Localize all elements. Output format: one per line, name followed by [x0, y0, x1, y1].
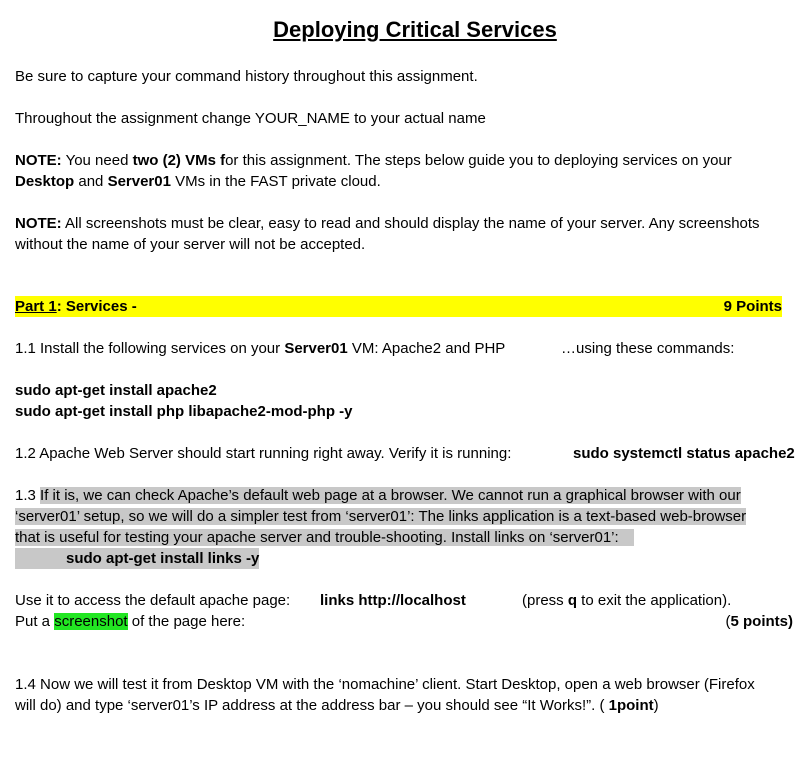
command-install-links: sudo apt-get install links -y [15, 548, 259, 569]
step-text: will do) and type ‘server01’s IP address at the address bar – you should see “It Works!”. ( [15, 697, 609, 714]
command-systemctl-status: sudo systemctl status apache2 [573, 445, 795, 462]
step-number: 1.3 [15, 487, 41, 504]
screenshot-points [726, 611, 794, 632]
points-value: 5 points) [730, 613, 793, 630]
command-links-localhost: links http://localhost [320, 592, 466, 609]
intro-line-1: Be sure to capture your command history throughout this assignment. [15, 68, 478, 85]
step-1-3-line-3 [15, 527, 634, 548]
step-1-3-line-4 [15, 548, 259, 569]
part-1-label [15, 296, 137, 317]
command-install-apache2: sudo apt-get install apache2 [15, 382, 217, 399]
desktop-label: Desktop [15, 173, 75, 190]
command-install-php: sudo apt-get install php libapache2-mod-php -y [15, 403, 353, 420]
exit-text: to exit the application). [577, 592, 732, 609]
instruction-text: of the page here: [127, 613, 246, 630]
highlighted-text: If it is, we can check Apache’s default web page at a browser. We cannot run a graphical browser with our [40, 487, 741, 504]
step-1-4-line-2 [15, 695, 659, 716]
screenshot-highlight: screenshot [54, 613, 128, 630]
note-2-line-1 [15, 213, 760, 234]
note-2-line-2: without the name of your server will not be accepted. [15, 236, 366, 253]
step-text: ) [653, 697, 659, 714]
highlight-filler [619, 529, 634, 546]
part-title: : Services - [56, 298, 137, 315]
note-label: NOTE: [15, 152, 62, 169]
highlighted-text: ‘server01’ setup, so we will do a simpler test from ‘server01’: The links application is a text-based web-browser [15, 508, 747, 525]
note-text: You need [61, 152, 133, 169]
points-paren: ( [725, 613, 731, 630]
page-title: Deploying Critical Services [273, 17, 557, 42]
part-1-points: 9 Points [723, 298, 782, 315]
use-links-line: Use it to access the default apache page: [15, 592, 291, 609]
intro-line-2: Throughout the assignment change YOUR_NAME to your actual name [15, 110, 486, 127]
step-1-1 [15, 338, 505, 359]
step-1-3-line-2 [15, 506, 746, 527]
note-text: and [74, 173, 108, 190]
part-number: Part 1 [15, 298, 57, 315]
note-text: All screenshots must be clear, easy to read and should display the name of your server. Any screenshots [61, 215, 760, 232]
step-1-3-line-1 [15, 485, 741, 506]
screenshot-instruction [15, 611, 245, 632]
step-1-1-commands-intro: …using these commands: [561, 340, 735, 357]
note-label: NOTE: [15, 215, 62, 232]
highlighted-text: that is useful for testing your apache server and trouble-shooting. Install links on ‘server01’: [15, 529, 619, 546]
note-text: VMs in the FAST private cloud. [170, 173, 381, 190]
step-text: VM: Apache2 and PHP [347, 340, 506, 357]
step-1-4-points: 1point [608, 697, 654, 714]
part-1-header [15, 296, 782, 317]
step-1-4-line-1: 1.4 Now we will test it from Desktop VM with the ‘nomachine’ client. Start Desktop, open a web browser (Firefox [15, 676, 755, 693]
instruction-text: Put a [15, 613, 55, 630]
note-text: or this assignment. The steps below guide you to deploying services on your [225, 152, 732, 169]
server01-label: Server01 [107, 173, 171, 190]
exit-text: (press [522, 592, 568, 609]
note-1-line-1 [15, 150, 732, 171]
q-key: q [567, 592, 578, 609]
note-emphasis: two (2) VMs f [132, 152, 226, 169]
note-1-line-2 [15, 171, 381, 192]
exit-instruction [522, 590, 731, 611]
step-text: 1.1 Install the following services on your [15, 340, 285, 357]
server01-label: Server01 [284, 340, 348, 357]
step-1-2: 1.2 Apache Web Server should start running right away. Verify it is running: [15, 445, 512, 462]
